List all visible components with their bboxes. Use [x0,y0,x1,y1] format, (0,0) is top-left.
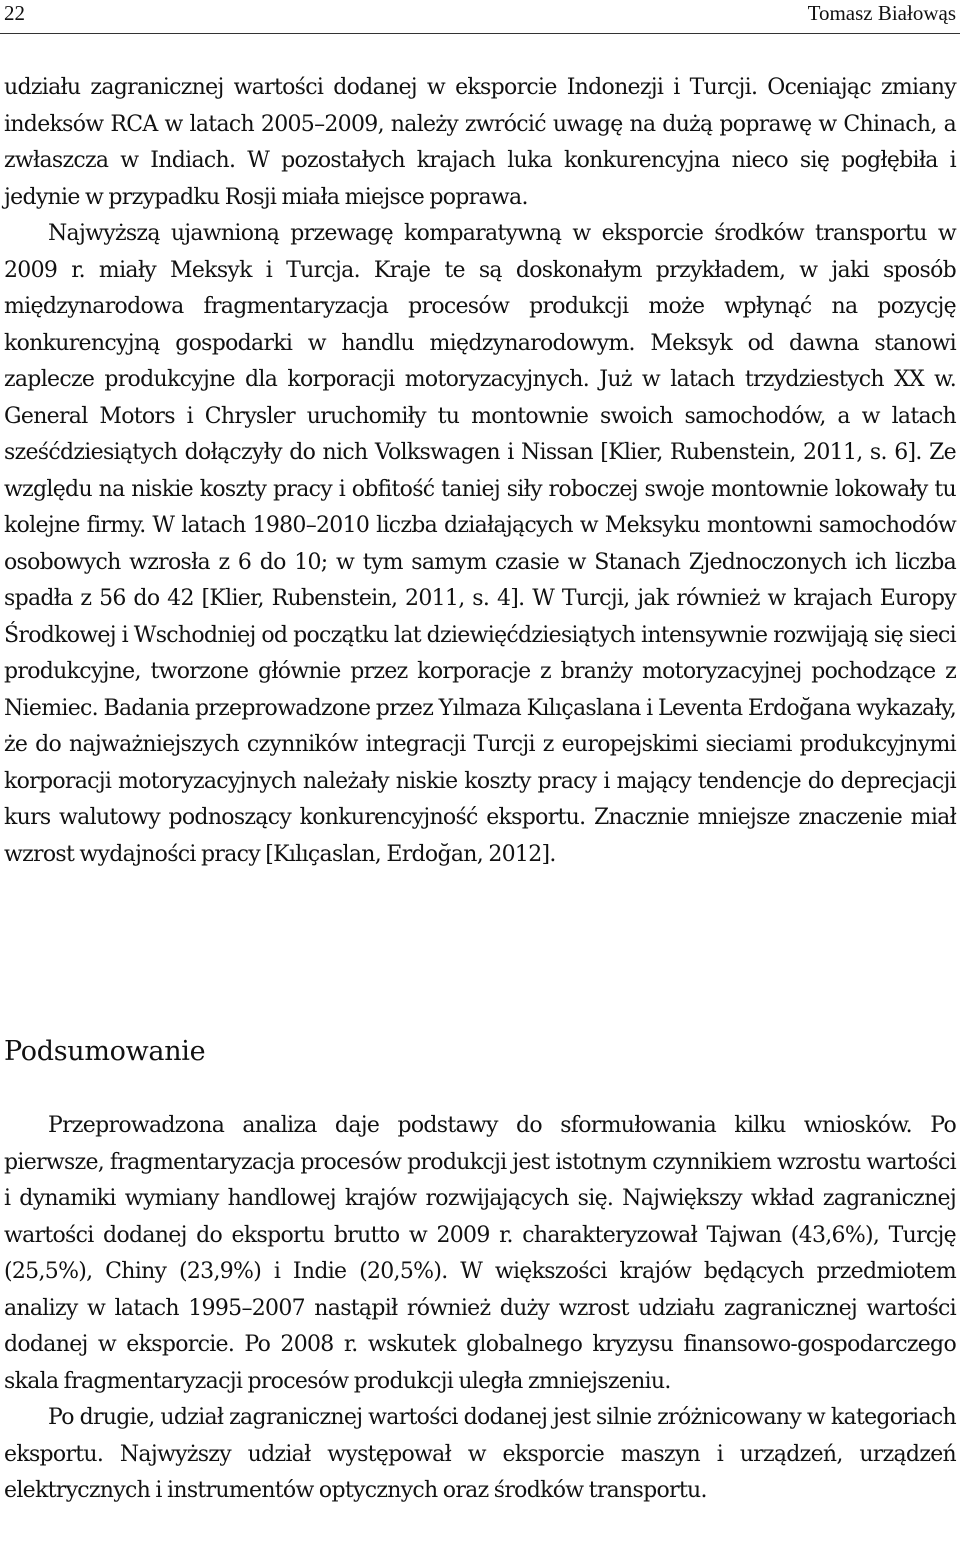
paragraph: Po drugie, udział zagranicznej wartości dodanej jest silnie zróżnicowany w kategoriach eksportu. Najwyższy udział występował w eksporcie maszyn i urządzeń, urządzeń elektrycznych i instrumentów optycznych oraz środków transportu. [4,1405,956,1503]
paragraph: Najwyższą ujawnioną przewagę komparatywną w eksporcie środków transportu w 2009 r. miały Meksyk i Turcja. Kraje te są doskonałym przykładem, w jaki sposób międzynarodowa fragmentaryzacja procesów produkcji może wpłynąć na pozycję konkurencyjną gospodarki w handlu międzynarodowym. Meksyk od dawna stanowi zaplecze produkcyjne dla korporacji motoryzacyjnych. Już w latach trzydziestych XX w. General Motors i Chrysler uruchomiły tu montownie swoich samochodów, a w latach sześćdziesiątych dołączyły do nich Volkswagen i Nissan [Klier, Rubenstein, 2011, s. 6]. Ze względu na niskie koszty pracy i obfitość taniej siły roboczej swoje montownie lokowały tu kolejne firmy. W latach 1980–2010 liczba działających w Meksyku montowni samochodów osobowych wzrosła z 6 do 10; w tym samym czasie w Stanach Zjednoczonych ich liczba spadła z 56 do 42 [Klier, Rubenstein, 2011, s. 4]. W Turcji, jak również w krajach Europy Środkowej i Wschodniej od początku lat dziewięćdziesiątych intensywnie rozwijają się sieci produkcyjne, tworzone głównie przez korporacje z branży motoryzacyjnej pochodzące z Niemiec. Badania przeprowadzone przez Yılmaza Kılıçaslana i Leventa Erdoğana wykazały, że do najważniejszych czynników integracji Turcji z europejskimi sieciami produkcyjnymi korporacji motoryzacyjnych należały niskie koszty pracy i mający tendencje do deprecjacji kurs walutowy podnoszący konkurencyjność eksportu. Znacznie mniejsze znaczenie miał wzrost wydajności pracy [Kılıçaslan, Erdoğan, 2012]. [4,221,956,867]
summary-text [4,1108,956,1510]
running-header [0,0,960,30]
paragraph: Przeprowadzona analiza daje podstawy do sformułowania kilku wniosków. Po pierwsze, fragmentaryzacja procesów produkcji jest istotnym czynnikiem wzrostu wartości i dynamiki wymiany handlowej krajów rozwijających się. Największy wkład zagranicznej wartości dodanej do eksportu brutto w 2009 r. charakteryzował Tajwan (43,6%), Turcję (25,5%), Chiny (23,9%) i Indie (20,5%). W większości krajów będących przedmiotem analizy w latach 1995–2007 nastąpił również duży wzrost udziału zagranicznej wartości dodanej w eksporcie. Po 2008 r. wskutek globalnego kryzysu finansowo-gospodarczego skala fragmentaryzacji procesów produkcji uległa zmniejszeniu. [4,1113,956,1394]
page-number: 22 [4,1,25,25]
section-heading: Podsumowanie [4,1036,206,1067]
running-head-author: Tomasz Białowąs [807,1,956,25]
body-text [4,70,956,873]
header-rule [0,33,960,34]
paragraph: udziału zagranicznej wartości dodanej w eksporcie Indonezji i Turcji. Oceniając zmiany indeksów RCA w latach 2005–2009, należy zwrócić uwagę na dużą poprawę w Chinach, a zwłaszcza w Indiach. W pozostałych krajach luka konkurencyjna nieco się pogłębiła i jedynie w przypadku Rosji miała miejsce poprawa. [4,75,956,210]
